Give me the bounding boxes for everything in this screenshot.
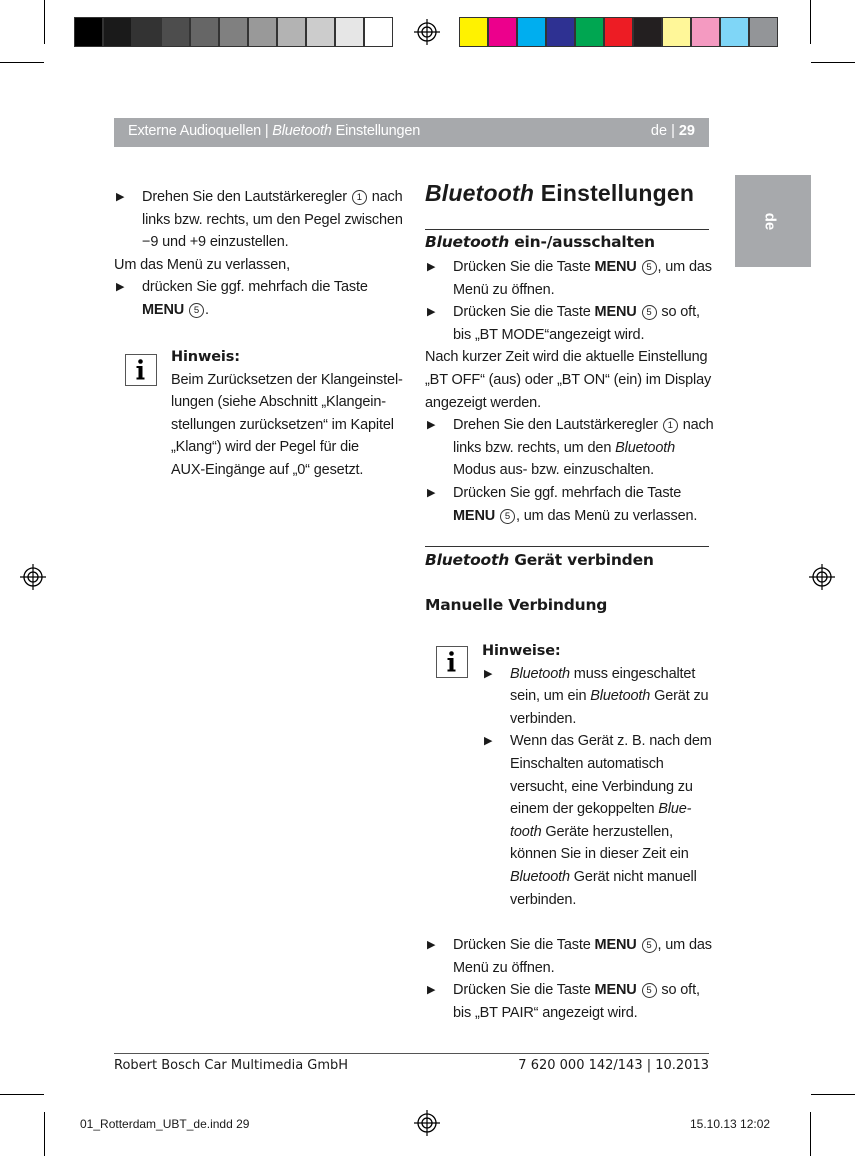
note-title: Hinweise: — [482, 643, 561, 659]
gray-swatch — [364, 17, 393, 47]
divider — [425, 229, 709, 230]
slug-datetime: 15.10.13 12:02 — [690, 1117, 771, 1131]
running-header — [114, 118, 709, 147]
header-page: de | 29 — [650, 123, 695, 139]
section-heading: Bluetooth Gerät verbinden — [425, 551, 654, 569]
gray-swatch — [161, 17, 190, 47]
paragraph: Nach kurzer Zeit wird die aktuelle Einstellung „BT OFF“ (aus) oder „BT ON“ (ein) im Display angezeigt werden. — [425, 349, 712, 411]
gray-swatch — [190, 17, 219, 47]
color-swatch — [691, 17, 720, 47]
bullet-icon: ▶ — [427, 486, 436, 499]
note-title: Hinweis: — [171, 349, 240, 365]
step-text: Drehen Sie den Lautstärkeregler 1 nach — [142, 189, 403, 205]
crop-mark — [810, 1112, 811, 1156]
gray-swatch — [248, 17, 277, 47]
crop-mark — [0, 1094, 44, 1095]
page-title: Bluetooth Einstellungen — [425, 180, 695, 206]
color-swatch — [488, 17, 517, 47]
registration-mark-icon — [20, 564, 46, 590]
footer-company: Robert Bosch Car Multimedia GmbH — [114, 1058, 349, 1073]
page-number: 29 — [678, 123, 695, 139]
gray-swatch — [277, 17, 306, 47]
bullet-icon: ▶ — [116, 281, 125, 294]
bullet-icon: ▶ — [427, 306, 436, 319]
color-swatch — [604, 17, 633, 47]
registration-mark-icon — [809, 564, 835, 590]
header-section: Externe Audioquellen | Bluetooth Einstellungen — [128, 123, 421, 139]
crop-mark — [811, 1094, 855, 1095]
bullet-icon: ▶ — [116, 191, 125, 203]
gray-swatch — [103, 17, 132, 47]
color-swatch — [720, 17, 749, 47]
footer-divider — [114, 1053, 709, 1054]
info-icon — [436, 646, 468, 678]
right-column-steps-2: ▶ Drücken Sie die Taste MENU 5 , um das Menü zu öffnen. ▶ Drücken Sie die Taste MENU 5 so oft, bis „BT PAIR“ angezeigt wird. — [425, 934, 715, 1024]
color-swatch — [662, 17, 691, 47]
footer-docnum: 7 620 000 142/143 | 10.2013 — [518, 1058, 709, 1073]
language-tab: de — [735, 175, 811, 267]
bullet-icon: ▶ — [484, 667, 493, 680]
bullet-icon: ▶ — [484, 735, 493, 748]
paragraph: Um das Menü zu verlassen, — [114, 256, 290, 273]
divider — [425, 546, 709, 547]
gray-swatch — [219, 17, 248, 47]
color-swatch — [459, 17, 488, 47]
notes-box: Hinweise: ▶ Bluetooth muss eingeschaltet sein, um ein Bluetooth Gerät zu verbinden. ▶ Wenn das Gerät z. B. nach dem Einschalten automatisch versucht, eine Verbindung zu einem der gekoppelten Blue- tooth Geräte herzustellen, können Sie in dieser Zeit ein Bluetooth Gerät nicht manuell verbinden. — [482, 640, 712, 911]
slug-filename: 01_Rotterdam_UBT_de.indd 29 — [80, 1117, 250, 1131]
bullet-icon: ▶ — [427, 984, 436, 997]
registration-mark-icon — [414, 19, 440, 45]
gray-swatch — [306, 17, 335, 47]
color-swatch — [575, 17, 604, 47]
color-swatch — [749, 17, 778, 47]
color-swatch — [633, 17, 662, 47]
gray-swatch — [132, 17, 161, 47]
info-icon — [125, 354, 157, 386]
crop-mark — [44, 1112, 45, 1156]
section-heading: Bluetooth ein-/ausschalten — [425, 233, 655, 251]
gray-swatch — [335, 17, 364, 47]
subsection-heading: Manuelle Verbindung — [425, 596, 608, 614]
bullet-icon: ▶ — [427, 939, 436, 951]
color-swatch — [546, 17, 575, 47]
crop-mark — [811, 62, 855, 63]
bullet-icon: ▶ — [427, 419, 436, 432]
crop-mark — [810, 0, 811, 44]
left-column: ▶ Drehen Sie den Lautstärkeregler 1 nach links bzw. rechts, um den Pegel zwischen −9 und +9 einzustellen. Um das Menü zu verlassen, ▶ drücken Sie ggf. mehrfach die Taste MENU 5 . — [114, 186, 404, 322]
bullet-icon: ▶ — [427, 261, 436, 273]
right-column-steps-1: ▶ Drücken Sie die Taste MENU 5 , um das Menü zu öffnen. ▶ Drücken Sie die Taste MENU 5 so oft, bis „BT MODE“angezeigt wird. Nach kurzer Zeit wird die aktuelle Einstellung „BT OFF“ (aus) oder „BT ON“ (ein) im Display angezeigt werden. ▶ Drehen Sie den Lautstärkeregler 1 nach links bzw. rechts, um den Bluetooth Modus aus- bzw. einzuschalten. ▶ Drücken Sie ggf. mehrfach die Taste MENU 5 , um das Menü zu verlassen. — [425, 256, 715, 527]
registration-mark-icon — [414, 1110, 440, 1136]
color-swatch — [517, 17, 546, 47]
gray-swatch — [74, 17, 103, 47]
note-box: Hinweis: Beim Zurücksetzen der Klangeinstel- lungen (siehe Abschnitt „Klangein- stellungen zurücksetzen“ im Kapitel „Klang“) wird der Pegel für die AUX-Eingänge auf „0“ gesetzt. — [171, 346, 411, 482]
crop-mark — [0, 62, 44, 63]
crop-mark — [44, 0, 45, 44]
